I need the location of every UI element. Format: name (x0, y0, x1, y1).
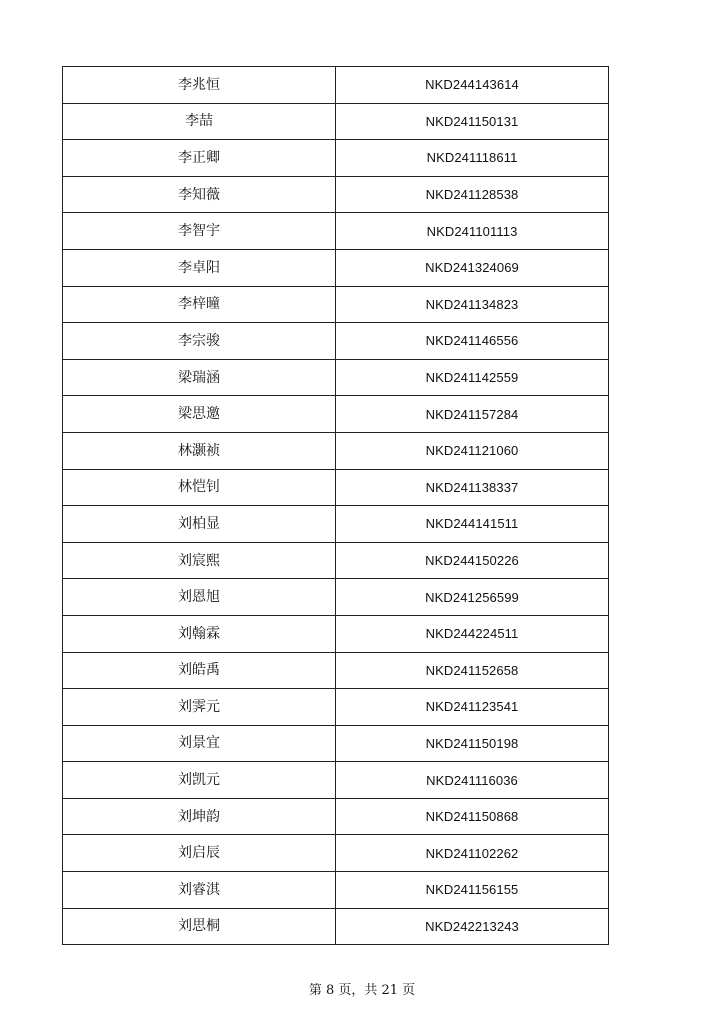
table-row (63, 396, 609, 433)
page-number-footer: 第 8 页，共 21 页 (308, 983, 416, 998)
student-name-cell: 李兆恒 (63, 67, 336, 104)
student-name-cell: 李宗骏 (63, 323, 336, 360)
student-name-cell: 刘霁元 (63, 689, 336, 726)
student-id-cell: NKD241102262 (336, 835, 609, 872)
student-name-cell: 李正卿 (63, 140, 336, 177)
student-id-cell: NKD241146556 (336, 323, 609, 360)
student-name-cell: 刘宸熙 (63, 542, 336, 579)
student-id-cell: NKD242213243 (336, 908, 609, 945)
student-name-cell: 刘启辰 (63, 835, 336, 872)
table-row (63, 652, 609, 689)
student-id-cell: NKD241101113 (336, 213, 609, 250)
student-id-cell: NKD241256599 (336, 579, 609, 616)
student-id-cell: NKD244150226 (336, 542, 609, 579)
student-id-cell: NKD241150198 (336, 725, 609, 762)
student-name-cell: 刘翰霖 (63, 615, 336, 652)
student-name-cell: 李智宇 (63, 213, 336, 250)
table-row (63, 615, 609, 652)
table-row (63, 176, 609, 213)
student-id-cell: NKD241150868 (336, 798, 609, 835)
student-name-cell: 李梓曈 (63, 286, 336, 323)
student-name-cell: 刘坤韵 (63, 798, 336, 835)
student-name-cell: 林恺钊 (63, 469, 336, 506)
student-id-cell: NKD241128538 (336, 176, 609, 213)
student-id-cell: NKD244141511 (336, 506, 609, 543)
table-row (63, 323, 609, 360)
roster-table (62, 66, 609, 945)
student-name-cell: 李知薇 (63, 176, 336, 213)
table-row (63, 542, 609, 579)
table-row (63, 579, 609, 616)
table-row (63, 872, 609, 909)
roster-table-body (63, 67, 609, 945)
table-row (63, 908, 609, 945)
table-row (63, 249, 609, 286)
student-name-cell: 刘睿淇 (63, 872, 336, 909)
student-name-cell: 李喆 (63, 103, 336, 140)
table-row (63, 103, 609, 140)
table-row (63, 67, 609, 104)
table-row (63, 835, 609, 872)
student-name-cell: 刘皓禹 (63, 652, 336, 689)
table-row (63, 798, 609, 835)
table-row (63, 725, 609, 762)
student-id-cell: NKD241142559 (336, 359, 609, 396)
student-id-cell: NKD241138337 (336, 469, 609, 506)
student-id-cell: NKD241156155 (336, 872, 609, 909)
student-id-cell: NKD241134823 (336, 286, 609, 323)
table-row (63, 140, 609, 177)
student-id-cell: NKD241121060 (336, 432, 609, 469)
student-id-cell: NKD241118611 (336, 140, 609, 177)
table-row (63, 469, 609, 506)
student-name-cell: 李卓阳 (63, 249, 336, 286)
table-row (63, 689, 609, 726)
student-id-cell: NKD241157284 (336, 396, 609, 433)
table-row (63, 762, 609, 799)
table-row (63, 286, 609, 323)
student-name-cell: 刘凯元 (63, 762, 336, 799)
table-row (63, 213, 609, 250)
student-id-cell: NKD241116036 (336, 762, 609, 799)
student-name-cell: 梁瑞涵 (63, 359, 336, 396)
student-name-cell: 林灏祯 (63, 432, 336, 469)
student-id-cell: NKD241150131 (336, 103, 609, 140)
table-row (63, 432, 609, 469)
student-id-cell: NKD241324069 (336, 249, 609, 286)
student-name-cell: 刘柏显 (63, 506, 336, 543)
student-id-cell: NKD241152658 (336, 652, 609, 689)
student-id-cell: NKD244143614 (336, 67, 609, 104)
student-name-cell: 刘恩旭 (63, 579, 336, 616)
table-row (63, 359, 609, 396)
student-name-cell: 梁思邀 (63, 396, 336, 433)
student-name-cell: 刘思桐 (63, 908, 336, 945)
student-name-cell: 刘景宜 (63, 725, 336, 762)
table-row (63, 506, 609, 543)
student-id-cell: NKD241123541 (336, 689, 609, 726)
student-id-cell: NKD244224511 (336, 615, 609, 652)
